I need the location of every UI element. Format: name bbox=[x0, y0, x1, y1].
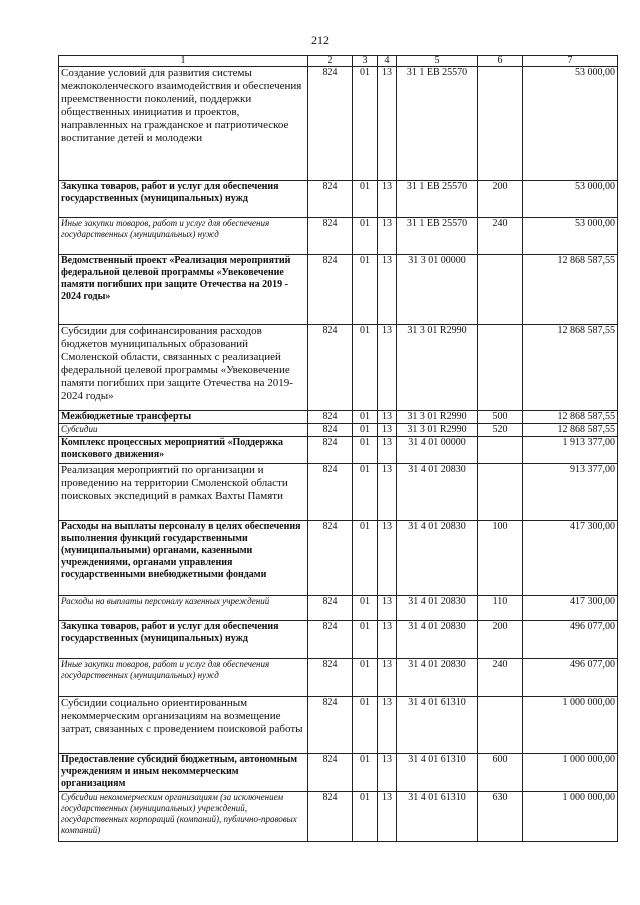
row-name: Расходы на выплаты персоналу казенных учреждений bbox=[59, 596, 308, 621]
table-row bbox=[59, 521, 618, 596]
row-name: Реализация мероприятий по организации и проведению на территории Смоленской области поисковых экспедиций в рамках Вахты Памяти bbox=[59, 464, 308, 521]
row-amount: 1 000 000,00 bbox=[523, 697, 618, 754]
row-department: 824 bbox=[308, 754, 353, 792]
row-subsection: 13 bbox=[378, 621, 397, 659]
row-target-code: 31 4 01 20830 bbox=[397, 659, 478, 697]
row-subsection: 13 bbox=[378, 659, 397, 697]
row-target-code: 31 4 01 61310 bbox=[397, 792, 478, 842]
row-department: 824 bbox=[308, 181, 353, 218]
row-name: Ведомственный проект «Реализация мероприятий федеральной целевой программы «Увековечение памяти погибших при защите Отечества на 2019 - 2024 годы» bbox=[59, 255, 308, 325]
row-target-code: 31 4 01 20830 bbox=[397, 521, 478, 596]
row-section: 01 bbox=[353, 255, 378, 325]
table-row bbox=[59, 596, 618, 621]
row-amount: 53 000,00 bbox=[523, 218, 618, 255]
row-department: 824 bbox=[308, 697, 353, 754]
table-row bbox=[59, 697, 618, 754]
row-amount: 12 868 587,55 bbox=[523, 411, 618, 424]
row-section: 01 bbox=[353, 437, 378, 464]
row-name: Межбюджетные трансферты bbox=[59, 411, 308, 424]
row-subsection: 13 bbox=[378, 437, 397, 464]
row-department: 824 bbox=[308, 424, 353, 437]
row-expense-type bbox=[478, 67, 523, 181]
row-amount: 53 000,00 bbox=[523, 67, 618, 181]
row-department: 824 bbox=[308, 255, 353, 325]
row-target-code: 31 1 ЕВ 25570 bbox=[397, 67, 478, 181]
row-subsection: 13 bbox=[378, 181, 397, 218]
row-expense-type: 200 bbox=[478, 621, 523, 659]
row-expense-type: 600 bbox=[478, 754, 523, 792]
row-department: 824 bbox=[308, 437, 353, 464]
row-expense-type: 630 bbox=[478, 792, 523, 842]
row-section: 01 bbox=[353, 218, 378, 255]
row-target-code: 31 4 01 20830 bbox=[397, 596, 478, 621]
row-section: 01 bbox=[353, 596, 378, 621]
row-name: Расходы на выплаты персоналу в целях обеспечения выполнения функций государственными (муниципальными) органами, казенными учреждениями, органами управления государственными внебюджетными фондами bbox=[59, 521, 308, 596]
budget-table bbox=[58, 55, 618, 842]
row-name: Закупка товаров, работ и услуг для обеспечения государственных (муниципальных) нужд bbox=[59, 181, 308, 218]
row-name: Комплекс процессных мероприятий «Поддержка поискового движения» bbox=[59, 437, 308, 464]
row-name: Иные закупки товаров, работ и услуг для обеспечения государственных (муниципальных) нужд bbox=[59, 659, 308, 697]
row-target-code: 31 4 01 20830 bbox=[397, 621, 478, 659]
row-expense-type: 110 bbox=[478, 596, 523, 621]
row-expense-type: 100 bbox=[478, 521, 523, 596]
row-target-code: 31 3 01 00000 bbox=[397, 255, 478, 325]
row-amount: 12 868 587,55 bbox=[523, 424, 618, 437]
row-amount: 1 000 000,00 bbox=[523, 792, 618, 842]
row-section: 01 bbox=[353, 325, 378, 411]
table-row bbox=[59, 411, 618, 424]
row-subsection: 13 bbox=[378, 754, 397, 792]
row-expense-type bbox=[478, 437, 523, 464]
table-row bbox=[59, 325, 618, 411]
row-department: 824 bbox=[308, 325, 353, 411]
row-subsection: 13 bbox=[378, 792, 397, 842]
row-amount: 12 868 587,55 bbox=[523, 325, 618, 411]
row-subsection: 13 bbox=[378, 218, 397, 255]
row-subsection: 13 bbox=[378, 464, 397, 521]
col-header-4: 4 bbox=[378, 56, 397, 67]
row-amount: 417 300,00 bbox=[523, 521, 618, 596]
row-amount: 53 000,00 bbox=[523, 181, 618, 218]
row-expense-type bbox=[478, 464, 523, 521]
row-subsection: 13 bbox=[378, 325, 397, 411]
row-subsection: 13 bbox=[378, 255, 397, 325]
table-row bbox=[59, 659, 618, 697]
row-name: Субсидии некоммерческим организациям (за исключением государственных (муниципальных) учреждений, государственных корпораций (компаний), публично-правовых компаний) bbox=[59, 792, 308, 842]
row-department: 824 bbox=[308, 792, 353, 842]
row-section: 01 bbox=[353, 181, 378, 218]
row-target-code: 31 1 ЕВ 25570 bbox=[397, 181, 478, 218]
table-row bbox=[59, 754, 618, 792]
header-row bbox=[59, 56, 618, 67]
row-subsection: 13 bbox=[378, 67, 397, 181]
row-section: 01 bbox=[353, 424, 378, 437]
row-target-code: 31 4 01 20830 bbox=[397, 464, 478, 521]
row-section: 01 bbox=[353, 464, 378, 521]
row-subsection: 13 bbox=[378, 697, 397, 754]
row-section: 01 bbox=[353, 67, 378, 181]
row-expense-type: 520 bbox=[478, 424, 523, 437]
row-department: 824 bbox=[308, 521, 353, 596]
table-row bbox=[59, 792, 618, 842]
row-name: Субсидии bbox=[59, 424, 308, 437]
table-row bbox=[59, 464, 618, 521]
row-target-code: 31 3 01 R2990 bbox=[397, 424, 478, 437]
col-header-2: 2 bbox=[308, 56, 353, 67]
table-row bbox=[59, 255, 618, 325]
row-department: 824 bbox=[308, 621, 353, 659]
row-amount: 913 377,00 bbox=[523, 464, 618, 521]
row-name: Иные закупки товаров, работ и услуг для обеспечения государственных (муниципальных) нужд bbox=[59, 218, 308, 255]
col-header-6: 6 bbox=[478, 56, 523, 67]
row-expense-type: 240 bbox=[478, 659, 523, 697]
col-header-5: 5 bbox=[397, 56, 478, 67]
row-section: 01 bbox=[353, 697, 378, 754]
row-name: Закупка товаров, работ и услуг для обеспечения государственных (муниципальных) нужд bbox=[59, 621, 308, 659]
row-expense-type bbox=[478, 325, 523, 411]
row-department: 824 bbox=[308, 218, 353, 255]
row-section: 01 bbox=[353, 659, 378, 697]
row-department: 824 bbox=[308, 596, 353, 621]
page-number: 212 bbox=[311, 33, 329, 47]
row-target-code: 31 3 01 R2990 bbox=[397, 411, 478, 424]
row-amount: 417 300,00 bbox=[523, 596, 618, 621]
row-name: Субсидии социально ориентированным некоммерческим организациям на возмещение затрат, связанных с проведением поисковой работы bbox=[59, 697, 308, 754]
row-subsection: 13 bbox=[378, 411, 397, 424]
row-name: Предоставление субсидий бюджетным, автономным учреждениям и иным некоммерческим организациям bbox=[59, 754, 308, 792]
table-row bbox=[59, 181, 618, 218]
row-department: 824 bbox=[308, 411, 353, 424]
row-expense-type bbox=[478, 255, 523, 325]
row-subsection: 13 bbox=[378, 424, 397, 437]
row-target-code: 31 1 ЕВ 25570 bbox=[397, 218, 478, 255]
col-header-7: 7 bbox=[523, 56, 618, 67]
row-section: 01 bbox=[353, 521, 378, 596]
row-section: 01 bbox=[353, 754, 378, 792]
table-row bbox=[59, 621, 618, 659]
table-row bbox=[59, 437, 618, 464]
row-expense-type: 240 bbox=[478, 218, 523, 255]
row-target-code: 31 3 01 R2990 bbox=[397, 325, 478, 411]
row-expense-type: 200 bbox=[478, 181, 523, 218]
row-expense-type: 500 bbox=[478, 411, 523, 424]
table-row bbox=[59, 424, 618, 437]
row-amount: 496 077,00 bbox=[523, 659, 618, 697]
row-subsection: 13 bbox=[378, 596, 397, 621]
row-amount: 496 077,00 bbox=[523, 621, 618, 659]
row-name: Субсидии для софинансирования расходов бюджетов муниципальных образований Смоленской области, связанных с реализацией федеральной целевой программы «Увековечение памяти погибших при защите Отечества на 2019-2024 годы» bbox=[59, 325, 308, 411]
row-name: Создание условий для развития системы межпоколенческого взаимодействия и обеспечения преемственности поколений, поддержки общественных инициатив и проектов, направленных на гражданское и патриотическое воспитание детей и молодежи bbox=[59, 67, 308, 181]
row-target-code: 31 4 01 61310 bbox=[397, 754, 478, 792]
row-amount: 12 868 587,55 bbox=[523, 255, 618, 325]
table-row bbox=[59, 218, 618, 255]
row-expense-type bbox=[478, 697, 523, 754]
row-section: 01 bbox=[353, 792, 378, 842]
row-target-code: 31 4 01 61310 bbox=[397, 697, 478, 754]
table-row bbox=[59, 67, 618, 181]
row-section: 01 bbox=[353, 411, 378, 424]
row-department: 824 bbox=[308, 659, 353, 697]
row-department: 824 bbox=[308, 67, 353, 181]
row-subsection: 13 bbox=[378, 521, 397, 596]
col-header-1: 1 bbox=[59, 56, 308, 67]
row-amount: 1 000 000,00 bbox=[523, 754, 618, 792]
row-section: 01 bbox=[353, 621, 378, 659]
row-target-code: 31 4 01 00000 bbox=[397, 437, 478, 464]
row-amount: 1 913 377,00 bbox=[523, 437, 618, 464]
row-department: 824 bbox=[308, 464, 353, 521]
col-header-3: 3 bbox=[353, 56, 378, 67]
